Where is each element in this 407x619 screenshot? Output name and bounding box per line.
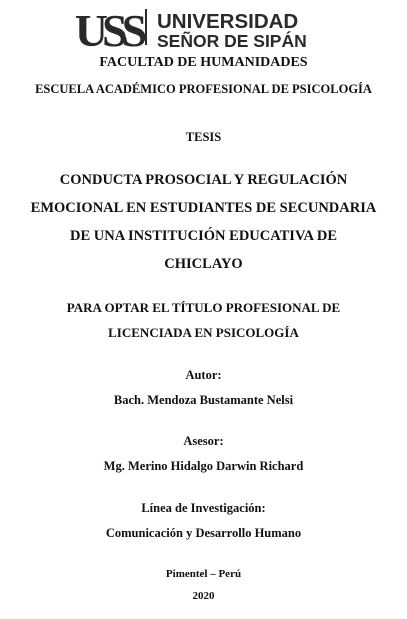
degree-line: PARA OPTAR EL TÍTULO PROFESIONAL DE — [66, 300, 341, 315]
thesis-title-line: EMOCIONAL EN ESTUDIANTES DE SECUNDARIA — [30, 200, 377, 216]
year: 2020 — [192, 590, 215, 602]
logo-university-line2: SEÑOR DE SIPÁN — [157, 31, 307, 50]
document-type: TESIS — [185, 130, 222, 144]
advisor-name: Mg. Merino Hidalgo Darwin Richard — [103, 459, 304, 473]
thesis-title-line: DE UNA INSTITUCIÓN EDUCATIVA DE — [70, 228, 337, 244]
thesis-title-line: CONDUCTA PROSOCIAL Y REGULACIÓN — [59, 172, 348, 188]
research-line-label: Línea de Investigación: — [141, 501, 266, 515]
logo-university-line1: UNIVERSIDAD — [157, 10, 299, 33]
author-name: Bach. Mendoza Bustamante Nelsi — [113, 393, 294, 407]
thesis-title-line: CHICLAYO — [164, 256, 243, 272]
author-label: Autor: — [185, 368, 222, 382]
faculty-name: FACULTAD DE HUMANIDADES — [99, 55, 308, 70]
degree-line: LICENCIADA EN PSICOLOGÍA — [108, 325, 299, 340]
logo-divider — [145, 9, 147, 45]
school-name: ESCUELA ACADÉMICO PROFESIONAL DE PSICOLOGÍA — [35, 82, 372, 96]
research-line-value: Comunicación y Desarrollo Humano — [105, 526, 302, 540]
logo-monogram: USS — [74, 5, 142, 50]
university-logo — [0, 4, 407, 50]
place: Pimentel – Perú — [165, 568, 242, 580]
advisor-label: Asesor: — [183, 434, 224, 448]
